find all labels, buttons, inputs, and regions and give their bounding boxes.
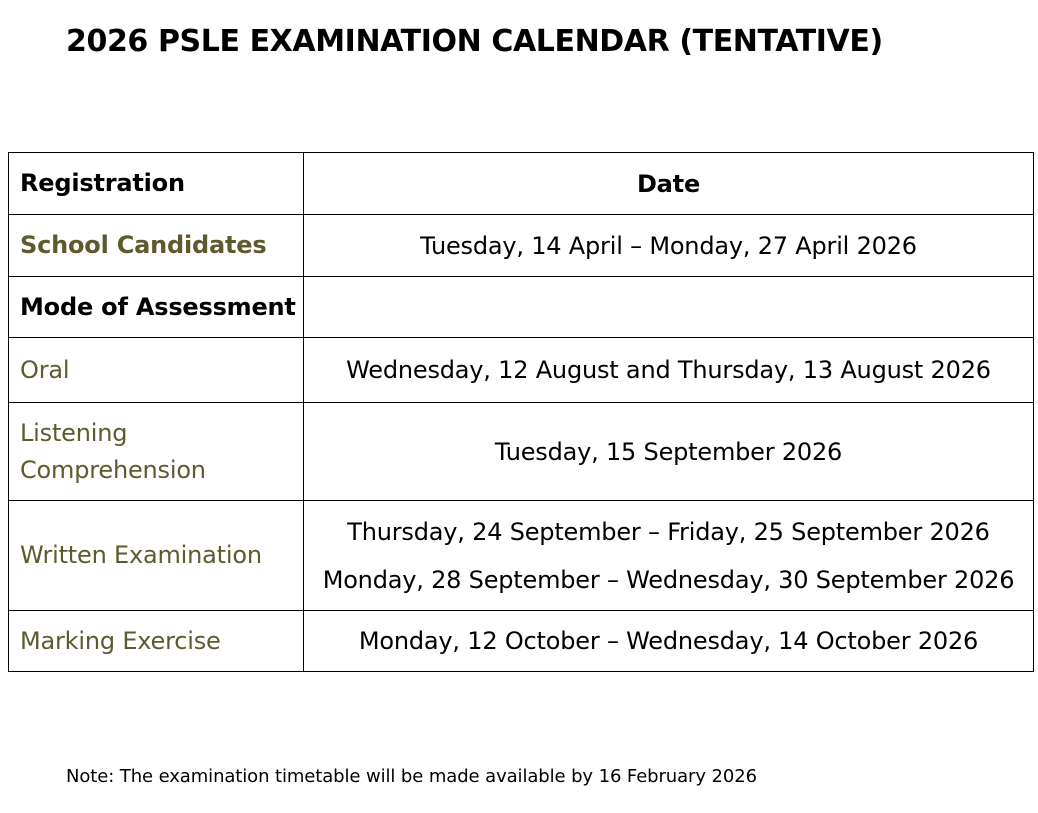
date-listening-comprehension: Tuesday, 15 September 2026 xyxy=(494,437,843,466)
exam-calendar-table xyxy=(8,152,1034,672)
date-written-examination-1: Thursday, 24 September – Friday, 25 September 2026 xyxy=(347,517,990,546)
table-row-mode-of-assessment xyxy=(9,277,1034,338)
footnote: Note: The examination timetable will be made available by 16 February 2026 xyxy=(66,766,757,787)
table-row-marking-exercise xyxy=(9,611,1034,672)
table-row-listening-comprehension xyxy=(9,403,1034,501)
table-row-school-candidates xyxy=(9,215,1034,277)
row-label-listening-comprehension xyxy=(9,403,304,501)
table-row-written-examination xyxy=(9,501,1034,611)
row-label-school-candidates: School Candidates xyxy=(9,215,304,277)
date-mode-of-assessment-empty xyxy=(304,277,1034,338)
row-label-marking-exercise: Marking Exercise xyxy=(9,611,304,672)
date-school-candidates: Tuesday, 14 April – Monday, 27 April 2026 xyxy=(420,231,917,260)
row-label-oral: Oral xyxy=(9,338,304,403)
row-label-mode-of-assessment: Mode of Assessment xyxy=(9,277,304,338)
date-marking-exercise: Monday, 12 October – Wednesday, 14 October 2026 xyxy=(358,627,979,655)
row-label-listening-line-1: Listening xyxy=(20,418,128,447)
header-registration: Registration xyxy=(9,153,304,215)
row-label-listening-line-2: Comprehension xyxy=(20,455,206,484)
date-written-examination-2: Monday, 28 September – Wednesday, 30 September 2026 xyxy=(322,565,1015,594)
page-title: 2026 PSLE EXAMINATION CALENDAR (TENTATIVE) xyxy=(66,24,883,59)
table-row-oral xyxy=(9,338,1034,403)
table-header-row xyxy=(9,153,1034,215)
date-oral: Wednesday, 12 August and Thursday, 13 August 2026 xyxy=(346,356,991,384)
header-date: Date xyxy=(304,153,1034,215)
row-label-written-examination: Written Examination xyxy=(9,501,304,611)
